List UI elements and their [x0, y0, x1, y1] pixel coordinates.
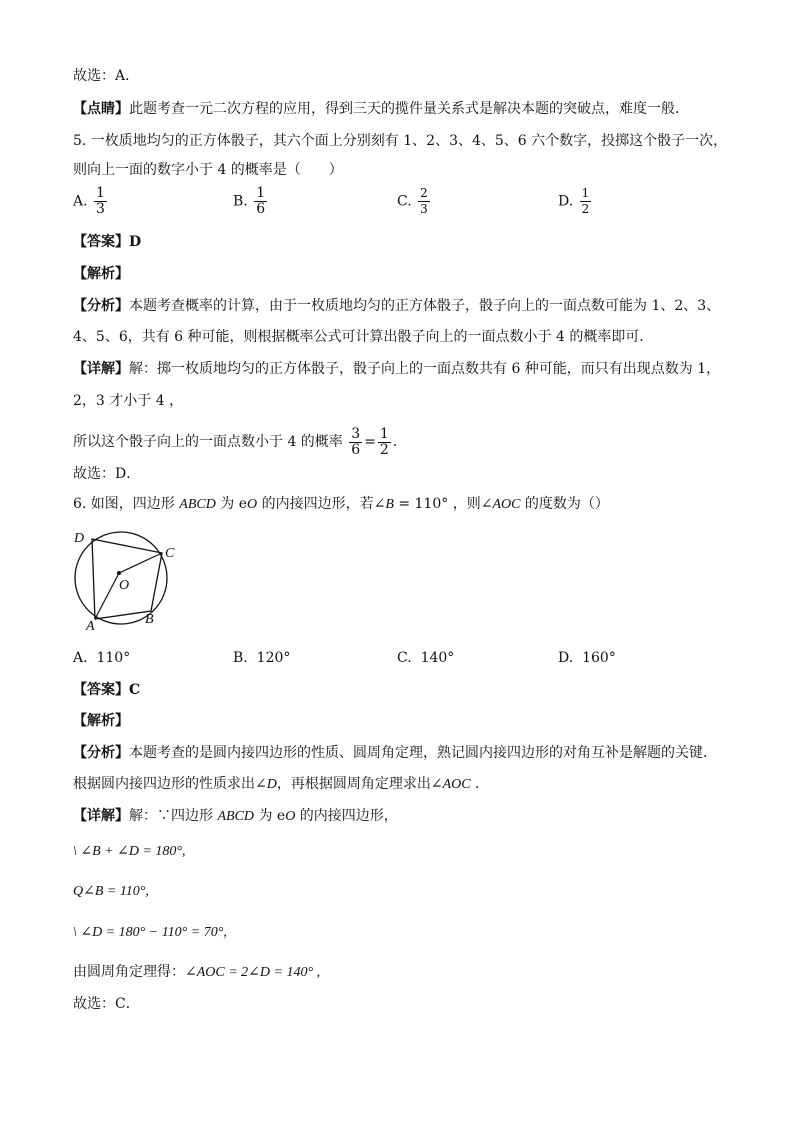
q5-options: [0, 186, 794, 226]
xiangjie-tag: 【详解】: [73, 361, 129, 377]
q6-answer: 【答案】C: [73, 682, 141, 698]
dianjing-text: 此题考查一元二次方程的应用，得到三天的揽件量关系式是解决本题的突破点，难度一般．: [129, 101, 689, 117]
dianjing-tag: 【点睛】: [73, 101, 129, 117]
result-fraction-1: $\frac{3}{6}$: [351, 425, 361, 458]
q5-xiangjie-line2: 2，3 才小于 4 ，: [73, 393, 184, 409]
q5-conclusion: [73, 422, 407, 462]
option-letter: B.: [233, 193, 248, 210]
period: ．: [392, 434, 407, 450]
label-b: B: [145, 612, 154, 627]
result-fraction-2: $\frac{1}{2}$: [379, 425, 389, 458]
q5-analysis-heading: 【解析】: [73, 266, 129, 282]
q5-option-a: [73, 186, 109, 217]
label-c: C: [165, 546, 175, 561]
q6-analysis-heading: 【解析】: [73, 713, 129, 729]
inscribed-quadrilateral-figure: [66, 525, 176, 630]
dianjing-note: [73, 99, 689, 119]
option-letter: A.: [73, 193, 88, 210]
q6-step1: \ ∠B + ∠D = 180°,: [73, 844, 186, 859]
q6-options: [0, 648, 794, 670]
q6-xiangjie-line1: 【详解】解：∵四边形 ABCD 为 eO 的内接四边形，: [73, 808, 398, 824]
q5-stem-line2: 则向上一面的数字小于 4 的概率是（ ）: [73, 162, 343, 178]
q5-stem-line1: 5. 一枚质地均匀的正方体骰子，其六个面上分别刻有 1、2、3、4、5、6 六个数字，投掷这个骰子一次，: [73, 133, 728, 149]
q6-step4: 由圆周角定理得：∠AOC = 2∠D = 140° ,: [73, 964, 321, 980]
fenxi-tag: 【分析】: [73, 298, 129, 314]
option-fraction: $\frac{2}{3}$: [420, 186, 428, 216]
q6-option-c: C. 140°: [397, 650, 455, 666]
option-fraction: $\frac{1}{2}$: [581, 186, 590, 216]
option-fraction: $\frac{1}{3}$: [96, 185, 105, 217]
option-fraction: $\frac{1}{6}$: [256, 185, 266, 217]
segment-oa: [95, 573, 119, 619]
fenxi-text: 本题考查概率的计算，由于一枚质地均匀的正方体骰子，骰子向上的一面点数可能为 1、2、3、: [129, 298, 721, 314]
q5-fenxi-line2: 4、5、6，共有 6 种可能，则根据概率公式可计算出骰子向上的一面点数小于 4 的概率即可．: [73, 329, 654, 345]
q6-step3: \ ∠D = 180° − 110° = 70°,: [73, 925, 227, 940]
option-letter: C.: [397, 193, 412, 210]
q6-end: 故选：C．: [73, 996, 140, 1012]
q5-option-d: [558, 186, 593, 217]
previous-answer: 故选：A．: [73, 68, 140, 84]
q6-step2: Q∠B = 110°,: [73, 884, 149, 899]
q5-option-b: [233, 186, 269, 217]
q5-xiangjie-line1: [73, 359, 720, 379]
q5-answer: 【答案】D: [73, 234, 142, 250]
equals-sign: =: [364, 434, 376, 450]
option-letter: D.: [558, 193, 574, 210]
segment-oc: [119, 553, 162, 573]
q6-fenxi-line1: 【分析】本题考查的是圆内接四边形的性质、圆周角定理，熟记圆内接四边形的对角互补是解题的关键．: [73, 745, 717, 761]
label-o: O: [119, 578, 130, 593]
q6-stem: 6. 如图，四边形 ABCD 为 eO 的内接四边形，若∠B = 110° ，则∠AOC 的度数为（）: [73, 496, 609, 512]
center-point: [117, 571, 121, 575]
q6-option-d: D. 160°: [558, 650, 616, 666]
xiangjie-text: 解：掷一枚质地均匀的正方体骰子，骰子向上的一面点数共有 6 种可能，而只有出现点数为 1，: [129, 361, 721, 377]
q5-option-c: [397, 186, 432, 217]
q6-option-a: A. 110°: [73, 650, 131, 666]
label-a: A: [86, 619, 95, 630]
q6-option-b: B. 120°: [233, 650, 291, 666]
q6-fenxi-line2: 根据圆内接四边形的性质求出∠D，再根据圆周角定理求出∠AOC ．: [73, 776, 490, 792]
q5-fenxi-line1: [73, 296, 720, 316]
label-d: D: [74, 531, 85, 546]
q5-end: 故选：D．: [73, 466, 141, 482]
conclusion-text: 所以这个骰子向上的一面点数小于 4 的概率: [73, 434, 343, 450]
